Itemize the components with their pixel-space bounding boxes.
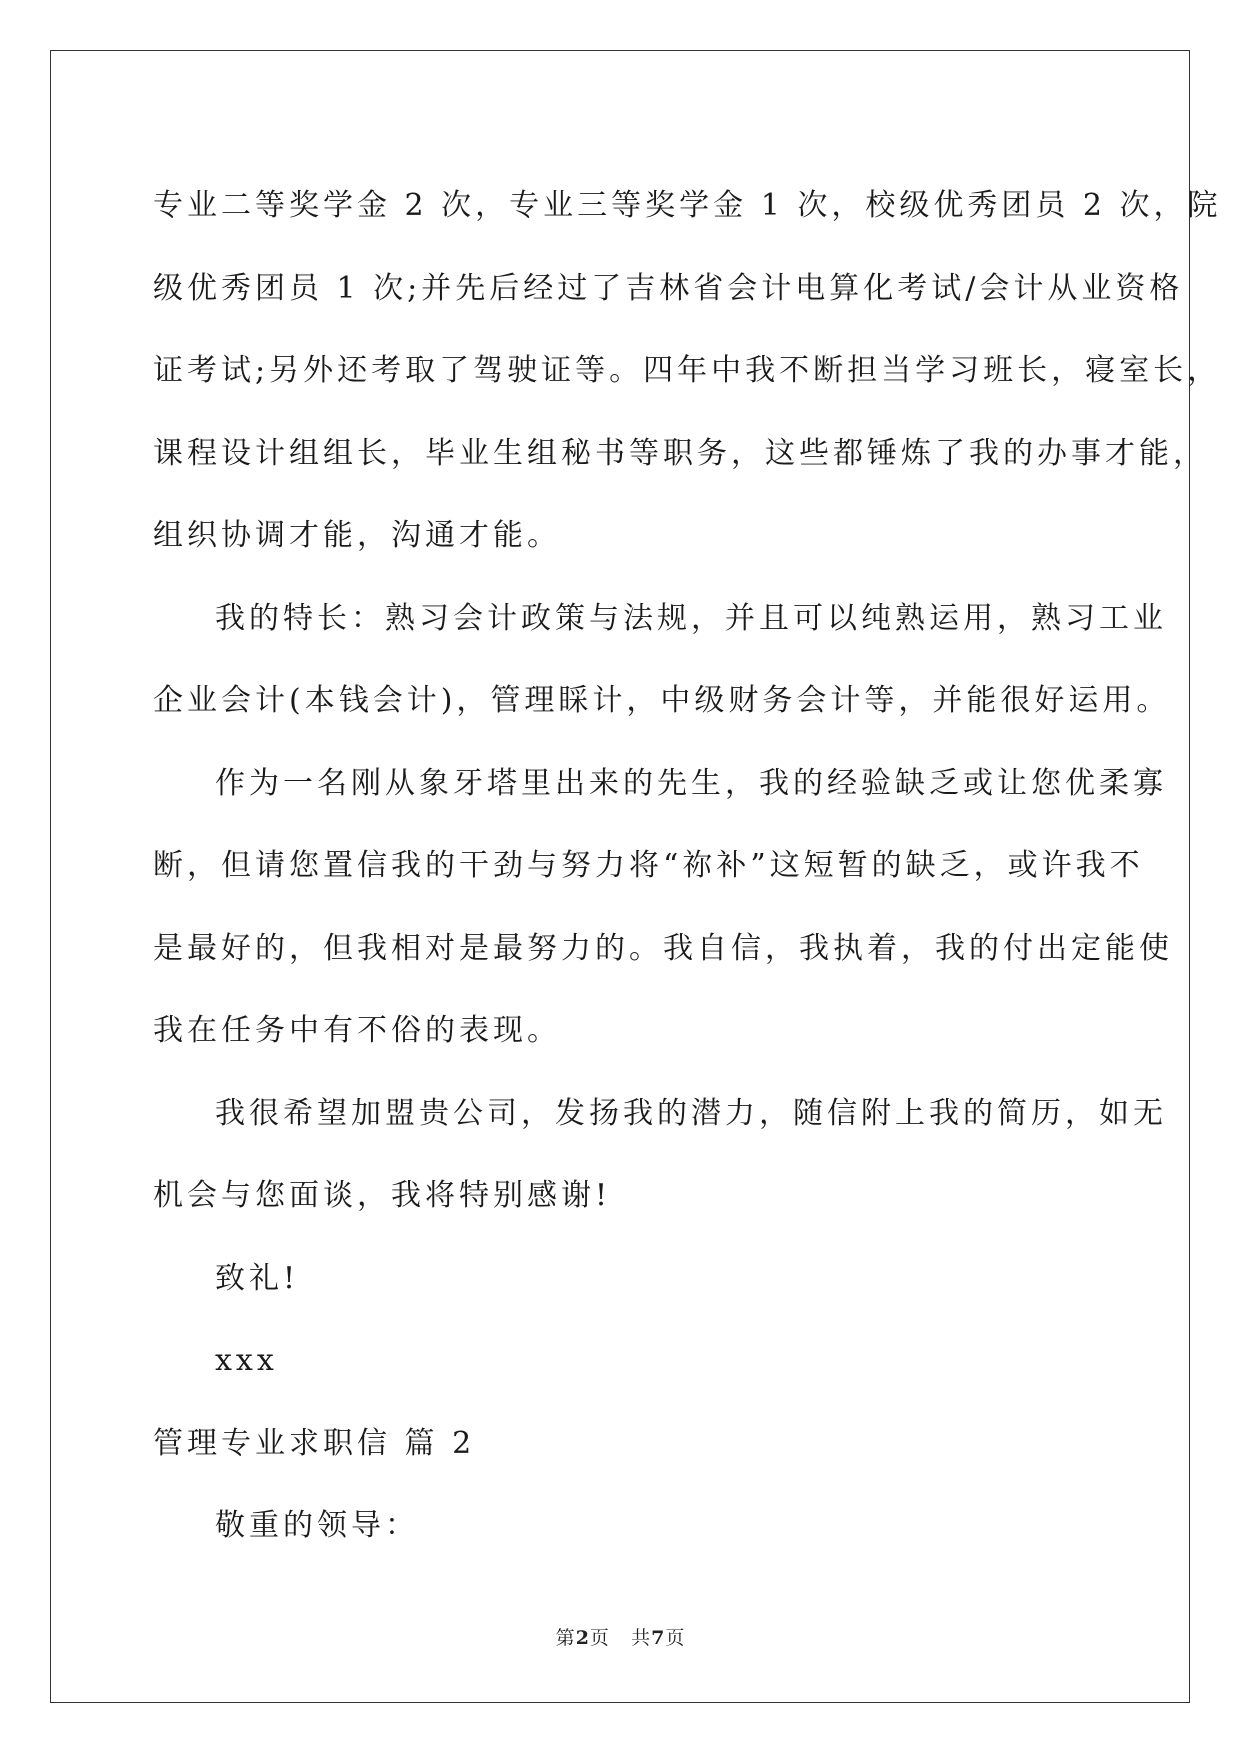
text-line: 我在任务中有不俗的表现。 [153,1013,561,1048]
text-line: 课程设计组组长，毕业生组秘书等职务，这些都锤炼了我的办事才能， [153,435,1207,471]
document-body [153,165,1222,1568]
text-line: 专业二等奖学金 2 次，专业三等奖学金 1 次，校级优秀团员 2 次，院 [153,188,1222,223]
paragraph-experience [153,743,1173,1073]
text-line: 证考试;另外还考取了驾驶证等。四年中我不断担当学习班长，寝室长， [153,353,1222,388]
paragraph-awards [153,165,1222,578]
footer-total-pages: 7 [651,1627,666,1649]
signature-text: xxx [215,1343,278,1378]
paragraph-signature [153,1320,1093,1403]
paragraph-salutation [153,1485,1093,1568]
section-title: 管理专业求职信 篇 2 [153,1425,476,1461]
text-line: 机会与您面谈，我将特别感谢! [153,1178,612,1213]
text-line: 作为一名刚从象牙塔里出来的先生，我的经验缺乏或让您优柔寡 [215,765,1167,801]
text-line: 断，但请您置信我的干劲与努力将“祢补”这短暂的缺乏，或许我不 [153,848,1144,883]
page-footer [0,1623,1241,1650]
paragraph-closing [153,1073,1167,1238]
text-line: 企业会计(本钱会计)，管理睬计，中级财务会计等，并能很好运用。 [153,683,1171,718]
text-line: 我的特长：熟习会计政策与法规，并且可以纯熟运用，熟习工业 [215,600,1167,636]
text-line: 级优秀团员 1 次;并先后经过了吉林省会计电算化考试/会计从业资格 [153,270,1184,306]
text-line: 我很希望加盟贵公司，发扬我的潜力，随信附上我的简历，如无 [215,1095,1167,1131]
text-line: 致礼! [215,1260,300,1296]
text-line: 组织协调才能，沟通才能。 [153,518,561,553]
paragraph-strengths [153,578,1171,743]
footer-total-prefix: 共 [631,1627,652,1649]
footer-page-number: 2 [575,1627,590,1649]
paragraph-regards [153,1238,1093,1321]
salutation-text: 敬重的领导： [215,1508,419,1543]
footer-total-suffix: 页 [665,1627,686,1649]
text-line: 是最好的，但我相对是最努力的。我自信，我执着，我的付出定能使 [153,930,1173,966]
footer-page-suffix: 页 [589,1627,610,1649]
footer-prefix: 第 [555,1627,576,1649]
